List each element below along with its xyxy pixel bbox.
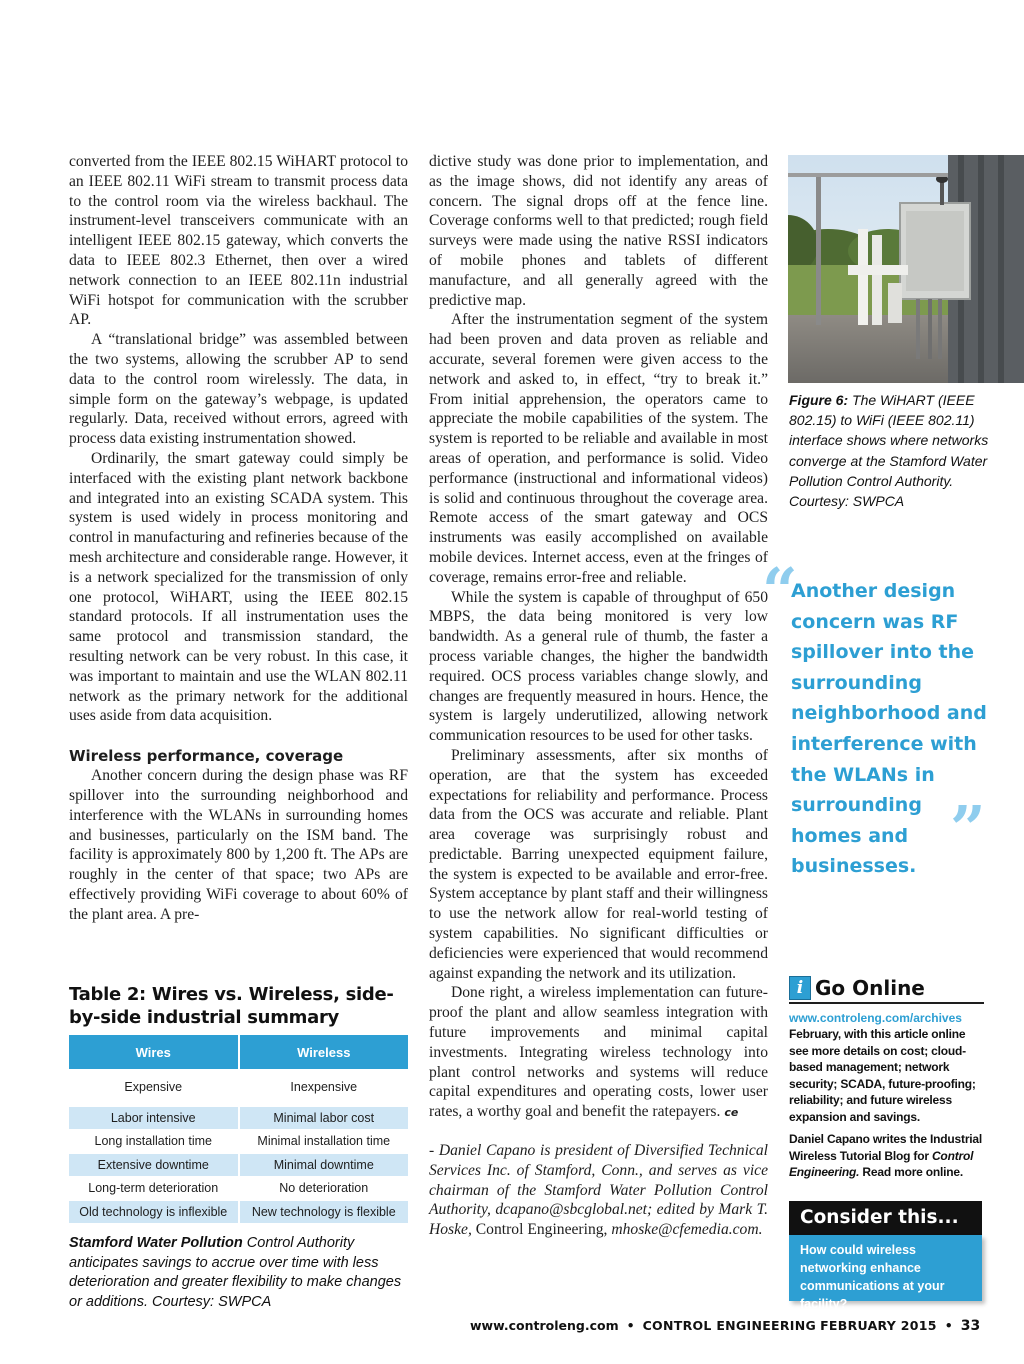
go-online-title: Go Online — [815, 976, 925, 1000]
paragraph: Another concern during the design phase was RF spillover into the surrounding neighborhood and interference with the WLANs in surrounding homes and businesses, particularly on the ISM band. The facility is approximately 800 by 1,200 ft. The APs are roughly in the center of that space; two APs are effectively providing WiFi coverage to about 60% of the plant area. A pre- — [69, 767, 408, 923]
pull-quote-text: Another design concern was RF spillover into the surrounding neighborhood and interference with the WLANs in surrounding homes and businesses. — [791, 580, 987, 878]
table-header-wireless: Wireless — [239, 1035, 409, 1069]
figure-label: Figure 6: — [789, 392, 849, 408]
paragraph: Preliminary assessments, after six months of operation, are that the system has exceeded expectations for reliability and performance. Process data from the OCS was accurate and reliable. Plant area coverage was surprisingly robust and predictable. Barring unexpected equipment failure, the system is expected to be available and error-free. System acceptance by plant staff and their willingness to use the network allow for real-world testing of system capabilities. No significant difficulties or deficiencies were experienced that would recommend against expanding the network and its utilization. — [429, 746, 768, 982]
page-footer — [470, 1318, 981, 1334]
author-email: mhoske@cfemedia.com. — [611, 1221, 763, 1239]
section-subhead: Wireless performance, coverage — [69, 747, 344, 766]
figure-caption-text: The WiHART (IEEE 802.15) to WiFi (IEEE 802.11) interface shows where networks converge at the Stamford Water Pollution Control Authority. Courtesy: SWPCA — [789, 392, 989, 510]
table-row — [69, 1200, 408, 1224]
figure-caption — [789, 390, 1009, 511]
article-column-1 — [69, 152, 408, 924]
paragraph: dictive study was done prior to implementation, and as the image shows, did not identify any areas of concern. The signal drops off at the fence line. Coverage conforms well to that predicted; rough field surveys were made using the native RSSI indicators of mobile phones and tablets of different manufacture, and all generally agreed with the predictive map. — [429, 153, 768, 309]
table-cell: No deterioration — [239, 1177, 409, 1201]
table-cell: Labor intensive — [69, 1106, 239, 1130]
open-quote-mark: “ — [762, 554, 798, 627]
table-row — [69, 1106, 408, 1130]
end-mark: ce — [724, 1106, 739, 1120]
comparison-table-block — [69, 983, 408, 1312]
paragraph: While the system is capable of throughput of 650 MBPS, the data being monitored is very low bandwidth. As a general rule of thumb, the faster a process variable changes, the higher the bandwidth required. OCS process variables change slowly, and changes are frequently measured in hours. Hence, the system is largely underutilized, allowing network communication resources to be used for other tasks. — [429, 588, 768, 745]
table-row — [69, 1177, 408, 1201]
paragraph: After the instrumentation segment of the system had been proven and data proven as reliable and accurate, several foremen were given access to the network and asked to, in effect, “try to break it.” From initial apprehension, the operators came to appreciate the mobile capabilities of the system. The system is reported to be reliable and available in most areas of operation, and performance is solid. Video performance (instructional and informational videos) is solid and continuous throughout the coverage area. Remote access of the smart gateway and OCS instruments was easily accomplished on available mobile devices. Internet access, even at the fringes of coverage, remains error-free and reliable. — [429, 311, 768, 586]
consider-question: How could wireless networking enhance communications at your facility? — [789, 1235, 982, 1301]
paragraph: A “translational bridge” was assembled between the two systems, allowing the scrubber AP to send data to the control room wirelessly. The data, in simple form on the gateway’s webpage, is updated regularly. Data, received without errors, agreed with process data existing instrumentation showed. — [69, 331, 408, 448]
read-more-text: Read more online. — [862, 1165, 964, 1179]
table-row — [69, 1153, 408, 1177]
table-caption — [69, 1234, 408, 1312]
bullet-separator: • — [944, 1318, 953, 1333]
footer-magazine: CONTROL ENGINEERING — [642, 1318, 817, 1333]
paragraph: Ordinarily, the smart gateway could simply be interfaced with the existing plant network backbone and integrated into an existing SCADA system. This system is used widely in process monitoring and control in manufacturing and refineries because of the mesh architecture and considerable range. However, it is a network specialized for the transmission of only one protocol, WiHART, using the IEEE 802.15 standard protocols. If all instrumentation uses the same protocol and transmission standard, the resulting network can be very robust. In this case, it was important to maintain and use the WLAN 802.11 network as the primary network for the additional uses aside from data acquisition. — [69, 449, 408, 725]
footer-url[interactable]: www.controleng.com — [470, 1318, 619, 1333]
archives-link[interactable]: www.controleng.com/archives — [789, 1011, 962, 1025]
footer-issue: FEBRUARY 2015 — [820, 1318, 937, 1333]
table-cell: Long-term deterioration — [69, 1177, 239, 1201]
blog-text: Daniel Capano writes the Industrial Wireless Tutorial Blog for — [789, 1132, 983, 1163]
magazine-name: Control Engineering, — [475, 1221, 608, 1239]
table-cell: Minimal labor cost — [239, 1106, 409, 1130]
paragraph: converted from the IEEE 802.15 WiHART protocol to an IEEE 802.11 WiFi stream to transmit process data to the control room via the wireless backhaul. The instrument-level transceivers communicate with an intelligent IEEE 802.15 gateway, which converts the data to IEEE 802.3 Ethernet, then over a wired network connection to an IEEE 802.11n industrial WiFi hotspot for communication with the scrubber AP. — [69, 153, 408, 329]
wihart-interface-photo — [788, 155, 1024, 383]
table-row — [69, 1130, 408, 1154]
article-column-2 — [429, 152, 768, 1240]
consider-this-box — [789, 1201, 982, 1311]
comparison-table — [69, 1035, 408, 1224]
table-cell: New technology is flexible — [239, 1200, 409, 1224]
table-cell: Old technology is inflexible — [69, 1200, 239, 1224]
go-online-box — [789, 974, 984, 1181]
go-online-header — [789, 974, 984, 1004]
bullet-separator: • — [626, 1318, 635, 1333]
go-online-text: February, with this article online see more details on cost; cloud-based management; network security; SCADA, future-proofing; reliability; and future wireless expansion and savings. — [789, 1027, 976, 1124]
table-cell: Long installation time — [69, 1130, 239, 1154]
figure-6-photo — [788, 155, 1024, 383]
table-cell: Extensive downtime — [69, 1153, 239, 1177]
table-caption-text: Control Authority anticipates savings to accrue over time with less deterioration and greater flexibility to make changes or additions. Courtesy: SWPCA — [69, 1235, 402, 1310]
table-header-wires: Wires — [69, 1035, 239, 1069]
paragraph-text: Done right, a wireless implementation can future-proof the plant and allow seamless integration with future improvements and minimal capital investments. Integrating wireless technology into plant control networks and systems will reduce capital expenditures and operating costs, lower user rates, a worthy goal and benefit the ratepayers. — [429, 984, 768, 1121]
info-icon: i — [789, 976, 811, 1000]
table-caption-bold: Stamford Water Pollution — [69, 1235, 243, 1251]
table-cell: Expensive — [69, 1076, 239, 1100]
go-online-blog-text — [789, 1131, 984, 1181]
close-quote-mark: ” — [950, 792, 986, 865]
table-cell: Inexpensive — [239, 1076, 409, 1100]
table-row — [69, 1076, 408, 1100]
author-bio-text: - Daniel Capano is president of Diversified Technical Services Inc. of Stamford, Conn., and serves as vice chairman of the Stamford Water Pollution Control Authority, dcapano@sbcglobal.net; edited by Mark T. Hoske, — [429, 1142, 768, 1239]
table-title: Table 2: Wires vs. Wireless, side-by-side industrial summary — [69, 984, 394, 1028]
table-cell: Minimal downtime — [239, 1153, 409, 1177]
paragraph — [429, 983, 768, 1123]
table-cell: Minimal installation time — [239, 1130, 409, 1154]
consider-title: Consider this... — [789, 1201, 982, 1235]
pull-quote — [762, 554, 1002, 878]
magazine-name: Control Engineering. — [789, 1148, 974, 1179]
author-bio — [429, 1141, 768, 1240]
page-number: 33 — [960, 1318, 981, 1334]
